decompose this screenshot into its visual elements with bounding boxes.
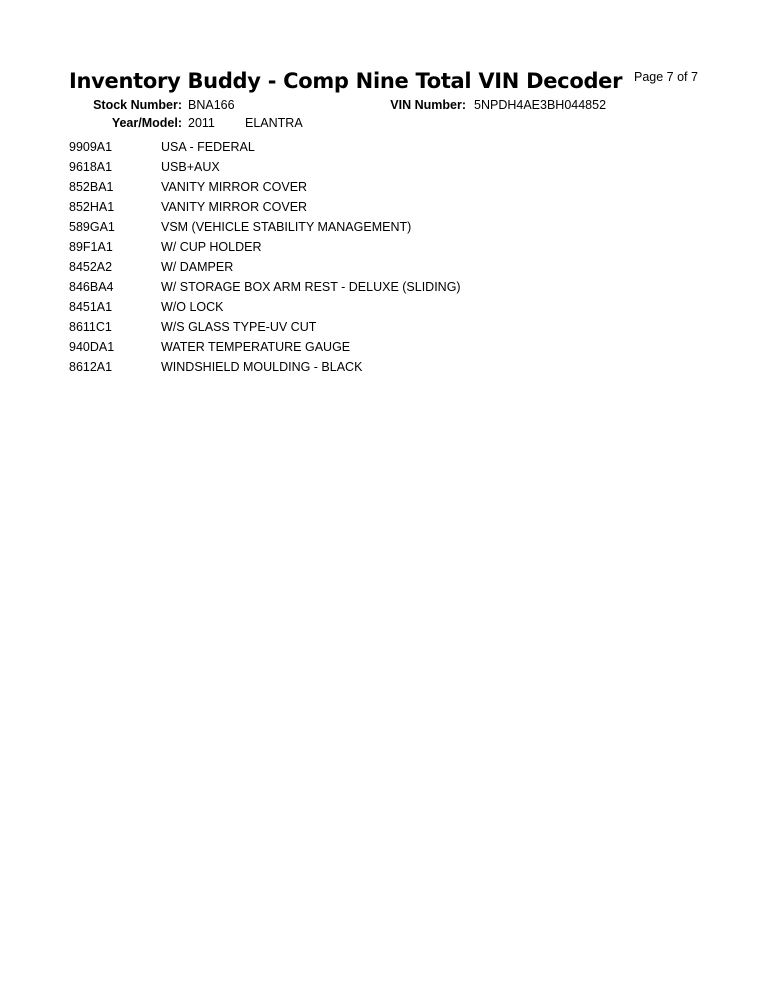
- option-code: 89F1A1: [69, 240, 113, 254]
- list-item: [69, 299, 461, 319]
- page-number: Page 7 of 7: [634, 70, 698, 84]
- list-item: [69, 239, 461, 259]
- option-code: 8611C1: [69, 320, 112, 334]
- option-description: VANITY MIRROR COVER: [161, 200, 308, 214]
- option-description: WINDSHIELD MOULDING - BLACK: [161, 360, 363, 374]
- list-item: [69, 139, 461, 159]
- option-code-list: [69, 139, 461, 379]
- option-code: 9909A1: [69, 140, 113, 154]
- option-description: VANITY MIRROR COVER: [161, 180, 308, 194]
- option-description: VSM (VEHICLE STABILITY MANAGEMENT): [161, 220, 412, 234]
- list-item: [69, 259, 461, 279]
- model-value: ELANTRA: [245, 116, 303, 130]
- list-item: [69, 219, 461, 239]
- list-item: [69, 199, 461, 219]
- option-description: W/ DAMPER: [161, 260, 234, 274]
- list-item: [69, 279, 461, 299]
- option-description: USB+AUX: [161, 160, 220, 174]
- option-code: 8452A2: [69, 260, 113, 274]
- option-description: W/ CUP HOLDER: [161, 240, 262, 254]
- option-code: 852HA1: [69, 200, 115, 214]
- vin-number-value: 5NPDH4AE3BH044852: [474, 98, 607, 112]
- list-item: [69, 179, 461, 199]
- year-model-label: Year/Model:: [111, 116, 182, 130]
- option-description: W/O LOCK: [161, 300, 224, 314]
- option-code: 8451A1: [69, 300, 113, 314]
- option-code: 589GA1: [69, 220, 115, 234]
- option-code: 940DA1: [69, 340, 115, 354]
- stock-number-label: Stock Number:: [93, 98, 182, 112]
- list-item: [69, 359, 461, 379]
- option-code: 8612A1: [69, 360, 113, 374]
- option-description: USA - FEDERAL: [161, 140, 255, 154]
- option-code: 852BA1: [69, 180, 114, 194]
- option-description: W/S GLASS TYPE-UV CUT: [161, 320, 317, 334]
- list-item: [69, 339, 461, 359]
- vin-number-label: VIN Number:: [390, 98, 466, 112]
- report-title: Inventory Buddy - Comp Nine Total VIN Decoder: [69, 69, 623, 93]
- list-item: [69, 159, 461, 179]
- option-description: WATER TEMPERATURE GAUGE: [161, 340, 351, 354]
- option-description: W/ STORAGE BOX ARM REST - DELUXE (SLIDING): [161, 280, 461, 294]
- year-value: 2011: [188, 116, 215, 130]
- stock-number-value: BNA166: [188, 98, 235, 112]
- option-code: 9618A1: [69, 160, 113, 174]
- option-code: 846BA4: [69, 280, 114, 294]
- list-item: [69, 319, 461, 339]
